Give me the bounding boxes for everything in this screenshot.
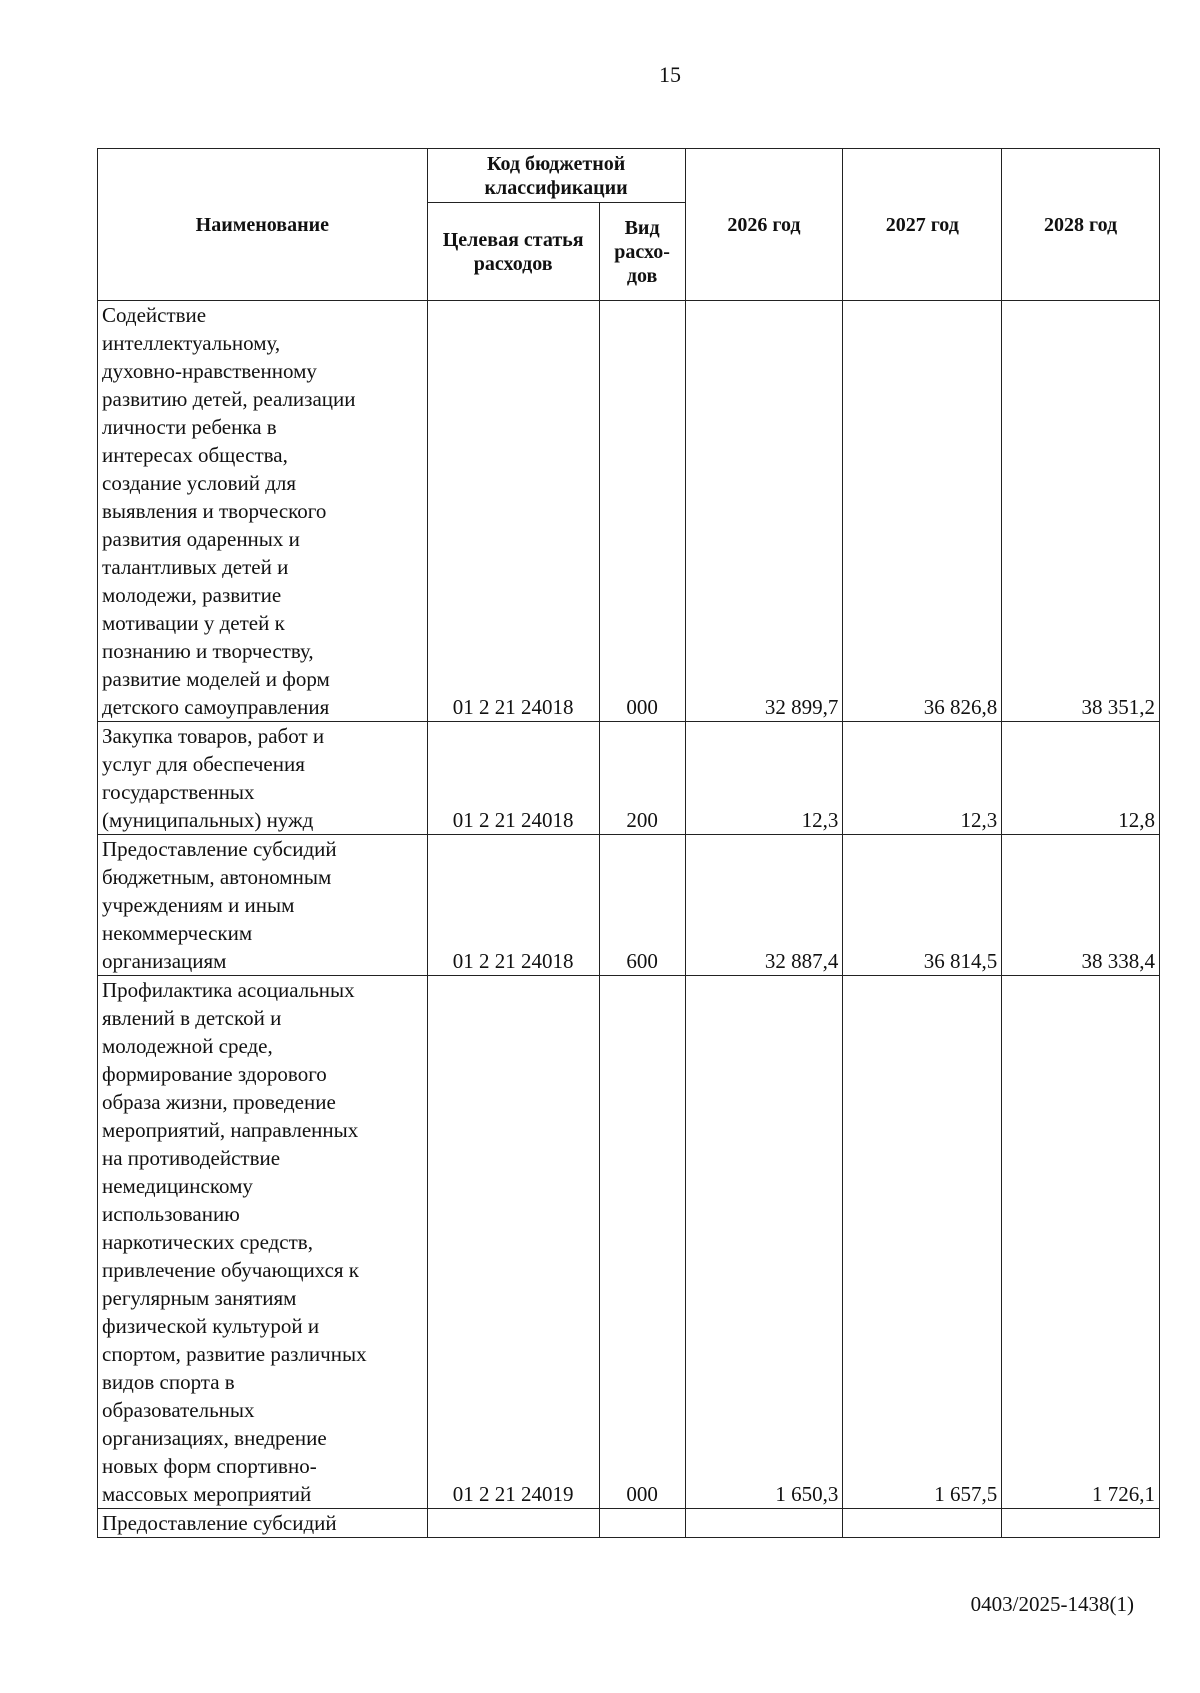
row-value-2026: 32 887,4 — [685, 835, 843, 976]
header-expense-type: Вид расхо-дов — [599, 203, 685, 301]
table-row — [98, 835, 1160, 976]
row-value-2026 — [685, 1509, 843, 1538]
row-value-2027 — [843, 1509, 1002, 1538]
page-number: 15 — [659, 62, 681, 87]
table-row — [98, 1509, 1160, 1538]
row-value-2028: 38 338,4 — [1002, 835, 1160, 976]
row-target-article: 01 2 21 24018 — [427, 835, 599, 976]
row-value-2026: 12,3 — [685, 722, 843, 835]
row-expense-type: 200 — [599, 722, 685, 835]
header-year-2027: 2027 год — [843, 149, 1002, 301]
header-kbk-group: Код бюджетной классификации — [427, 149, 685, 203]
row-target-article — [427, 1509, 599, 1538]
table-row — [98, 301, 1160, 722]
header-name: Наименование — [98, 149, 428, 301]
row-value-2026: 32 899,7 — [685, 301, 843, 722]
row-target-article: 01 2 21 24018 — [427, 301, 599, 722]
row-name: Предоставление субсидий — [98, 1509, 428, 1538]
row-name: Профилактика асоциальных явлений в детской и молодежной среде, формирование здорового образа жизни, проведение мероприятий, направленных на противодействие немедицинскому использованию наркотических средств, привлечение обучающихся к регулярным занятиям физической культурой и спортом, развитие различных видов спорта в образовательных организациях, внедрение новых форм спортивно- массовых мероприятий — [98, 976, 428, 1509]
row-value-2027: 1 657,5 — [843, 976, 1002, 1509]
budget-table — [97, 148, 1160, 1538]
row-expense-type — [599, 1509, 685, 1538]
row-value-2027: 36 826,8 — [843, 301, 1002, 722]
row-name: Закупка товаров, работ и услуг для обеспечения государственных (муниципальных) нужд — [98, 722, 428, 835]
row-value-2028: 38 351,2 — [1002, 301, 1160, 722]
row-target-article: 01 2 21 24018 — [427, 722, 599, 835]
row-value-2028 — [1002, 1509, 1160, 1538]
document-id: 0403/2025-1438(1) — [970, 1592, 1134, 1616]
row-expense-type: 600 — [599, 835, 685, 976]
header-year-2026: 2026 год — [685, 149, 843, 301]
row-value-2028: 12,8 — [1002, 722, 1160, 835]
row-value-2027: 36 814,5 — [843, 835, 1002, 976]
row-value-2027: 12,3 — [843, 722, 1002, 835]
table-row — [98, 722, 1160, 835]
header-year-2028: 2028 год — [1002, 149, 1160, 301]
row-value-2028: 1 726,1 — [1002, 976, 1160, 1509]
row-name: Содействие интеллектуальному, духовно-нравственному развитию детей, реализации личности ребенка в интересах общества, создание условий для выявления и творческого развития одаренных и талантливых детей и молодежи, развитие мотивации у детей к познанию и творчеству, развитие моделей и форм детского самоуправления — [98, 301, 428, 722]
row-expense-type: 000 — [599, 301, 685, 722]
row-value-2026: 1 650,3 — [685, 976, 843, 1509]
row-expense-type: 000 — [599, 976, 685, 1509]
header-target-article: Целевая статья расходов — [427, 203, 599, 301]
row-name: Предоставление субсидий бюджетным, автономным учреждениям и иным некоммерческим организациям — [98, 835, 428, 976]
row-target-article: 01 2 21 24019 — [427, 976, 599, 1509]
table-row — [98, 976, 1160, 1509]
